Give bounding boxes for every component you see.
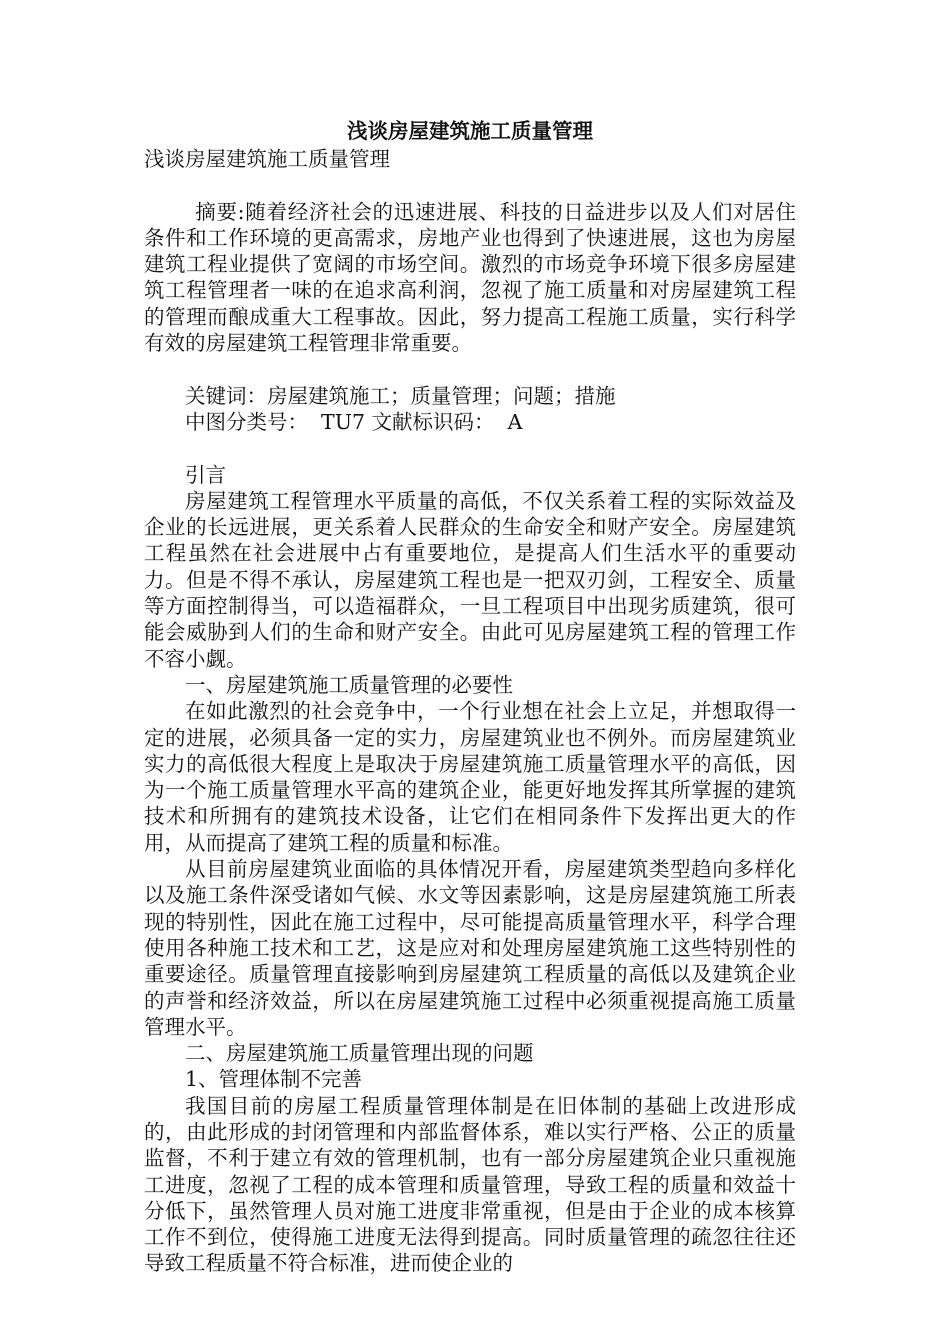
document-subtitle: 浅谈房屋建筑施工质量管理: [144, 147, 390, 171]
spacer: [144, 356, 796, 382]
section2-paragraph-1: 我国目前的房屋工程质量管理体制是在旧体制的基础上改进形成的，由此形成的封闭管理和内部监督体系，难以实行严格、公正的质量监督，不利于建立有效的管理机制，也有一部分房屋建筑企业只重视施工进度，忽视了工程的成本管理和质量管理，导致工程的质量和效益十分低下，虽然管理人员对施工进度非常重视，但是由于企业的成本核算工作不到位，使得施工进度无法得到提高。同时质量管理的疏忽往往还导致工程质量不符合标准，进而使企业的: [144, 1093, 796, 1276]
spacer: [144, 435, 796, 461]
spacer: [144, 172, 796, 198]
intro-heading: 引言: [185, 462, 226, 487]
section1-paragraph-1: 在如此激烈的社会竞争中，一个行业想在社会上立足，并想取得一定的进展，必须具备一定的实力，房屋建筑业也不例外。而房屋建筑业实力的高低很大程度上是取决于房屋建筑施工质量管理水平的高低，因为一个施工质量管理水平高的建筑企业，能更好地发挥其所掌握的建筑技术和所拥有的建筑技术设备，让它们在相同条件下发挥出更大的作用，从而提高了建筑工程的质量和标准。: [144, 699, 796, 855]
section2-subheading-1: 1、管理体制不完善: [185, 1067, 363, 1092]
classification-line: 中图分类号： TU7 文献标识码： A: [185, 409, 523, 434]
section2-heading: 二、房屋建筑施工质量管理出现的问题: [185, 1041, 534, 1066]
section1-heading: 一、房屋建筑施工质量管理的必要性: [185, 672, 513, 697]
intro-paragraph: 房屋建筑工程管理水平质量的高低，不仅关系着工程的实际效益及企业的长远进展，更关系着人民群众的生命安全和财产安全。房屋建筑工程虽然在社会进展中占有重要地位，是提高人们生活水平的重要动力。但是不得不承认，房屋建筑工程也是一把双刃剑，工程安全、质量等方面控制得当，可以造福群众，一旦工程项目中出现劣质建筑，很可能会威胁到人们的生命和财产安全。由此可见房屋建筑工程的管理工作不容小觑。: [144, 488, 796, 671]
document-title: 浅谈房屋建筑施工质量管理: [347, 119, 593, 143]
keywords-line: 关键词：房屋建筑施工；质量管理；问题；措施: [185, 383, 616, 408]
section1-paragraph-2: 从目前房屋建筑业面临的具体情况开看，房屋建筑类型趋向多样化以及施工条件深受诸如气候、水文等因素影响，这是房屋建筑施工所表现的特别性，因此在施工过程中，尽可能提高质量管理水平，科学合理使用各种施工技术和工艺，这是应对和处理房屋建筑施工这些特别性的重要途径。质量管理直接影响到房屋建筑工程质量的高低以及建筑企业的声誉和经济效益，所以在房屋建筑施工过程中必须重视提高施工质量管理水平。: [144, 857, 796, 1039]
document-page: [144, 118, 796, 1277]
abstract-paragraph: 摘要:随着经济社会的迅速进展、科技的日益进步以及人们对居住条件和工作环境的更高需求，房地产业也得到了快速进展，这也为房屋建筑工程业提供了宽阔的市场空间。激烈的市场竞争环境下很多房屋建筑工程管理者一味的在追求高利润，忽视了施工质量和对房屋建筑工程的管理而酿成重大工程事故。因此，努力提高工程施工质量，实行科学有效的房屋建筑工程管理非常重要。: [144, 199, 796, 356]
